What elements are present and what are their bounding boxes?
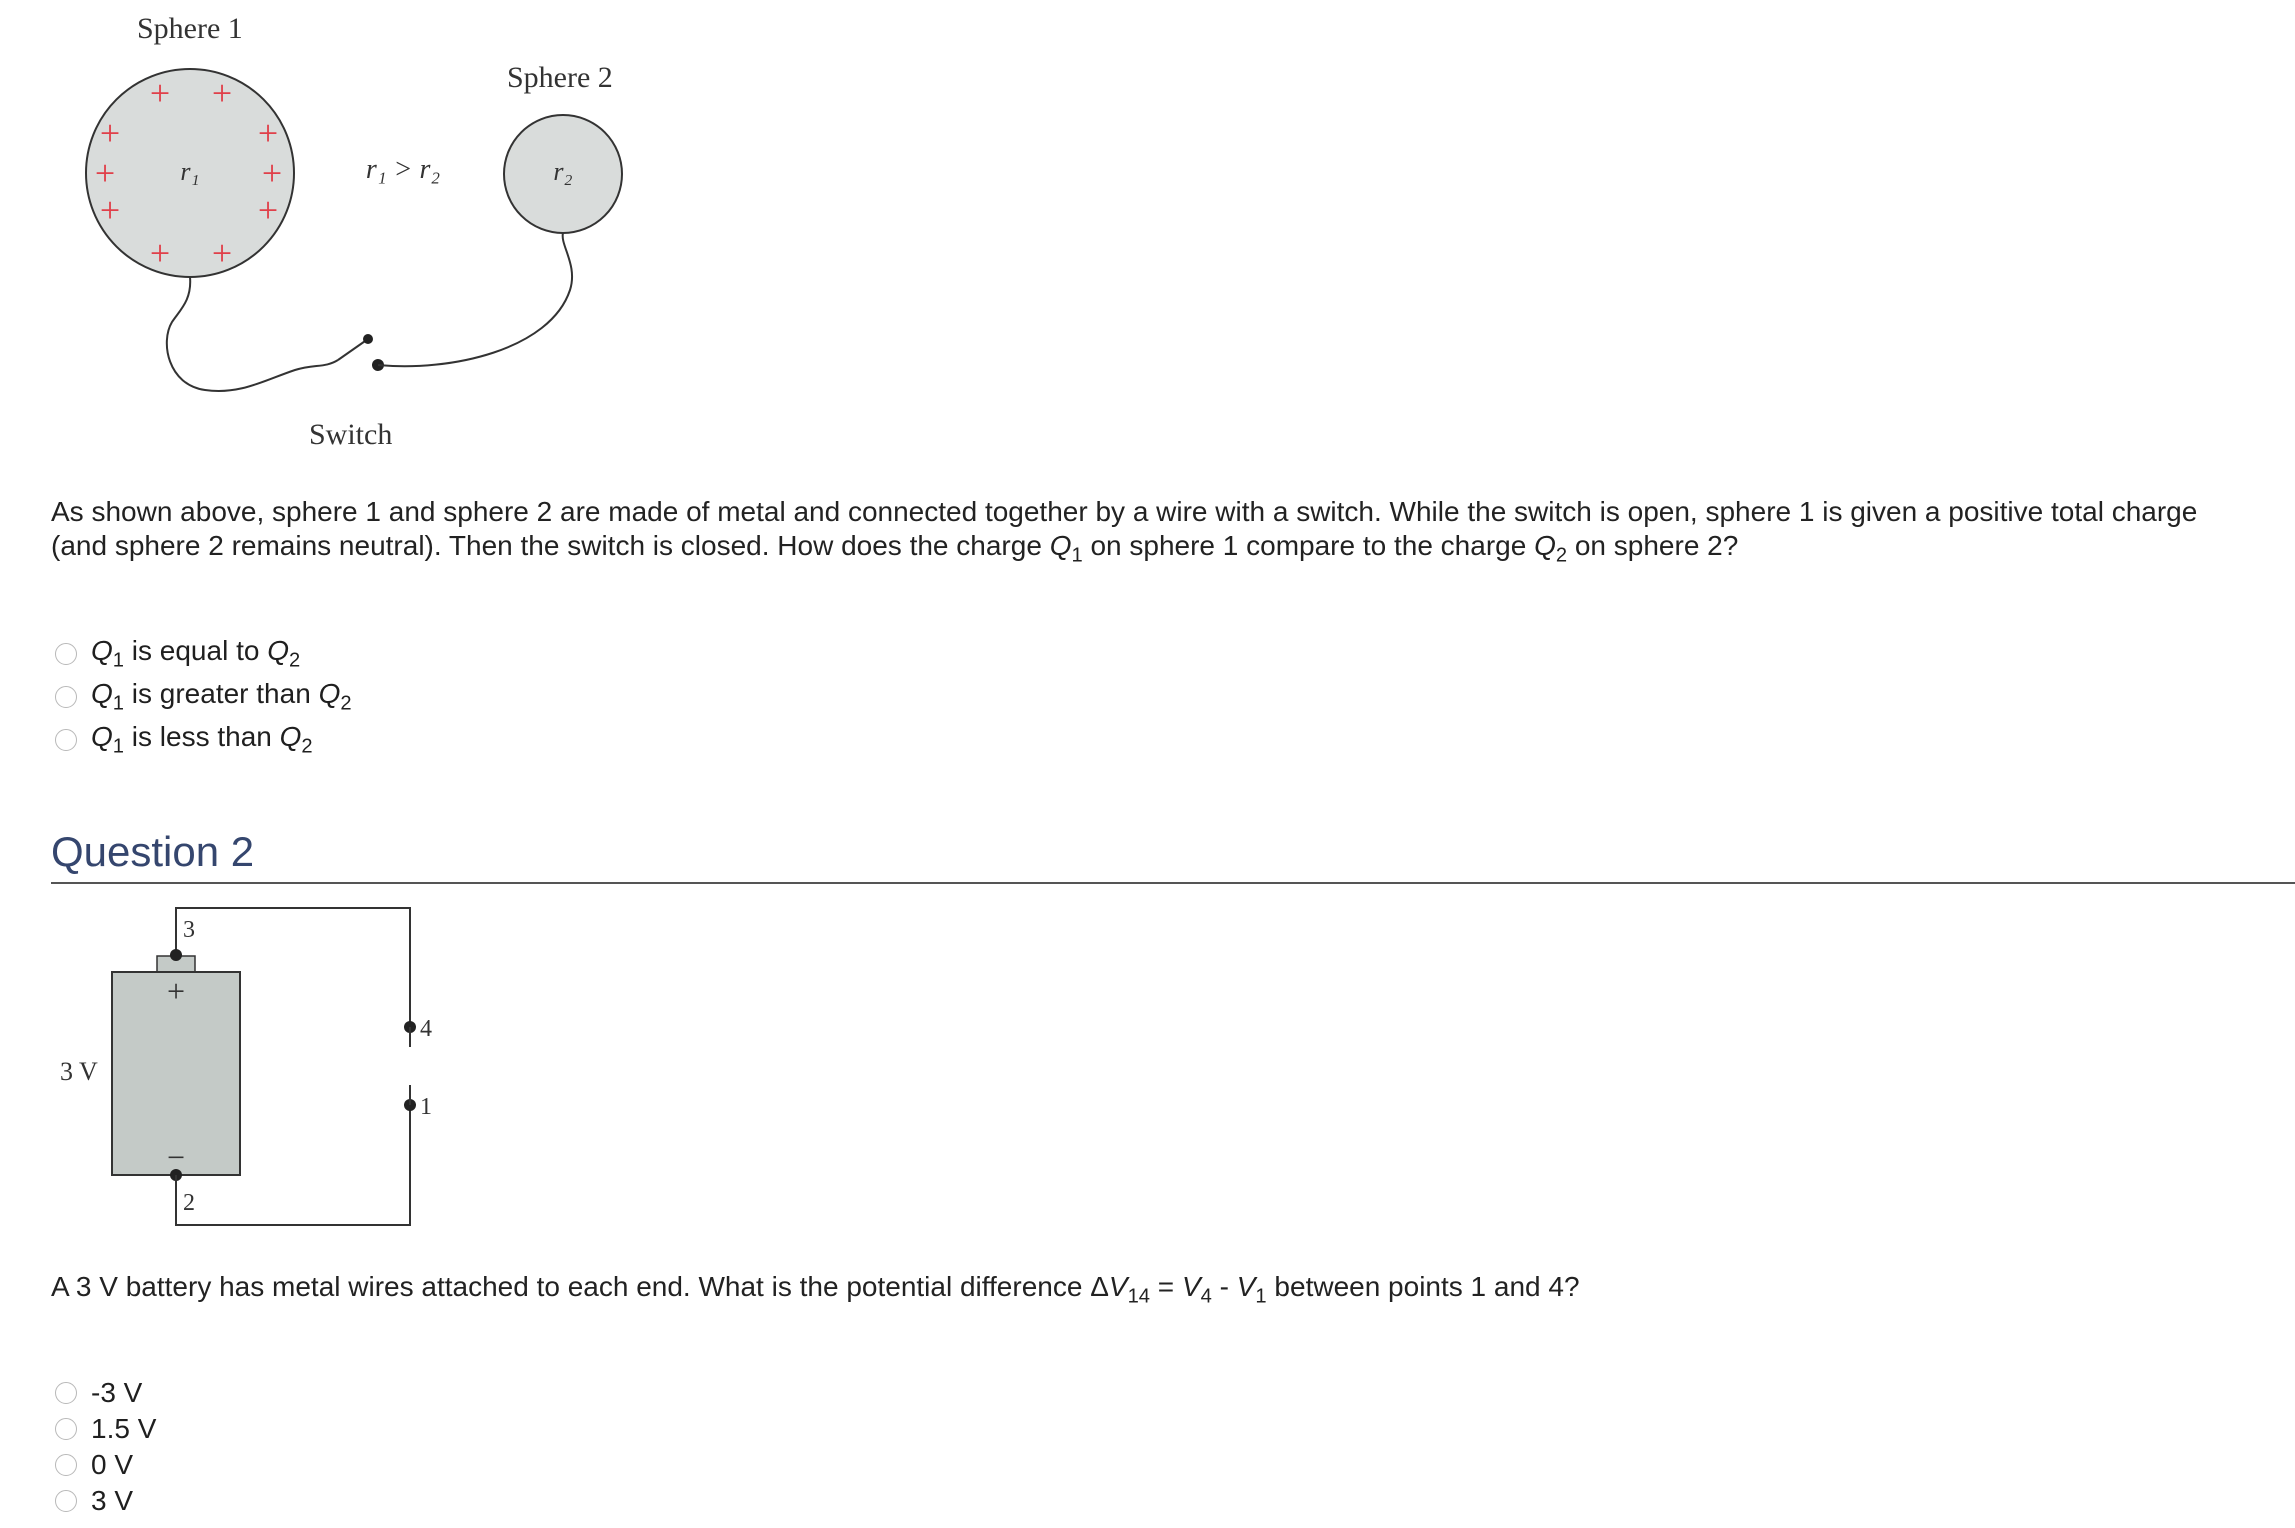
option-0v[interactable]: [55, 1447, 156, 1483]
radio-button[interactable]: [55, 1490, 77, 1512]
positive-charge: +: [261, 153, 283, 193]
option-label[interactable]: $Q_1$ is greater than $Q_2$: [91, 677, 352, 715]
option-label[interactable]: $Q_1$ is equal to $Q_2$: [91, 634, 301, 672]
battery-figure: [0, 890, 500, 1250]
question1-options: [55, 632, 352, 761]
voltage-label: 3 V: [60, 1057, 98, 1086]
point2-label: 2: [183, 1190, 195, 1216]
battery-plus: +: [166, 973, 186, 1009]
r2-label: r₂: [553, 157, 573, 186]
option-less[interactable]: [55, 718, 352, 761]
radio-button[interactable]: [55, 643, 77, 665]
switch-arm: [338, 339, 368, 360]
point3-label: 3: [183, 917, 195, 943]
radio-button[interactable]: [55, 729, 77, 751]
option-label[interactable]: 3 V: [91, 1485, 134, 1516]
question2-heading: Question 2: [51, 828, 255, 875]
option-label[interactable]: 0 V: [91, 1449, 134, 1480]
question2-options: [55, 1375, 156, 1519]
switch-label: Switch: [309, 418, 393, 451]
positive-charge: +: [99, 190, 121, 230]
positive-charge: +: [149, 233, 171, 273]
option-label[interactable]: 1.5 V: [91, 1413, 157, 1444]
battery-minus: −: [166, 1139, 186, 1175]
positive-charge: +: [94, 153, 116, 193]
option-3v[interactable]: [55, 1483, 156, 1519]
positive-charge: +: [257, 113, 279, 153]
radio-button[interactable]: [55, 1418, 77, 1440]
point3-dot: [170, 949, 182, 961]
sphere2-label: Sphere 2: [507, 61, 613, 94]
positive-charge: +: [257, 190, 279, 230]
point4-label: 4: [420, 1016, 432, 1042]
option-greater[interactable]: [55, 675, 352, 718]
option-equal[interactable]: [55, 632, 352, 675]
positive-charge: +: [99, 113, 121, 153]
r1-label: r₁: [180, 157, 200, 186]
radio-button[interactable]: [55, 1382, 77, 1404]
option-minus-3v[interactable]: [55, 1375, 156, 1411]
question1-prompt: As shown above, sphere 1 and sphere 2 are made of metal and connected together by a wire with a switch. While the switch is open, sphere 1 is given a positive total charge (and sphere 2 remains neutral). Then the switch is closed. How does the charge $Q_1$ on sphere 1 compare to the charge $Q_2$ on sphere 2?: [51, 496, 2198, 567]
positive-charge: +: [211, 233, 233, 273]
sphere1-label: Sphere 1: [137, 12, 243, 45]
spheres-figure: [0, 0, 700, 470]
wire-right: [378, 233, 572, 366]
wire-left: [167, 277, 338, 391]
question2-prompt: A 3 V battery has metal wires attached to each end. What is the potential difference $\Delta V_{14} = V_4 - V_1$ between points 1 and 4?: [51, 1271, 1580, 1308]
positive-charge: +: [149, 73, 171, 113]
positive-charge: +: [211, 73, 233, 113]
point1-label: 1: [420, 1094, 432, 1120]
option-label[interactable]: $Q_1$ is less than $Q_2$: [91, 720, 313, 758]
radio-button[interactable]: [55, 686, 77, 708]
option-label[interactable]: -3 V: [91, 1377, 143, 1408]
radio-button[interactable]: [55, 1454, 77, 1476]
radius-relation: r₁ > r₂: [365, 154, 441, 185]
switch-contact-a: [363, 334, 373, 344]
heading-divider: [51, 882, 2295, 884]
option-1-5v[interactable]: [55, 1411, 156, 1447]
